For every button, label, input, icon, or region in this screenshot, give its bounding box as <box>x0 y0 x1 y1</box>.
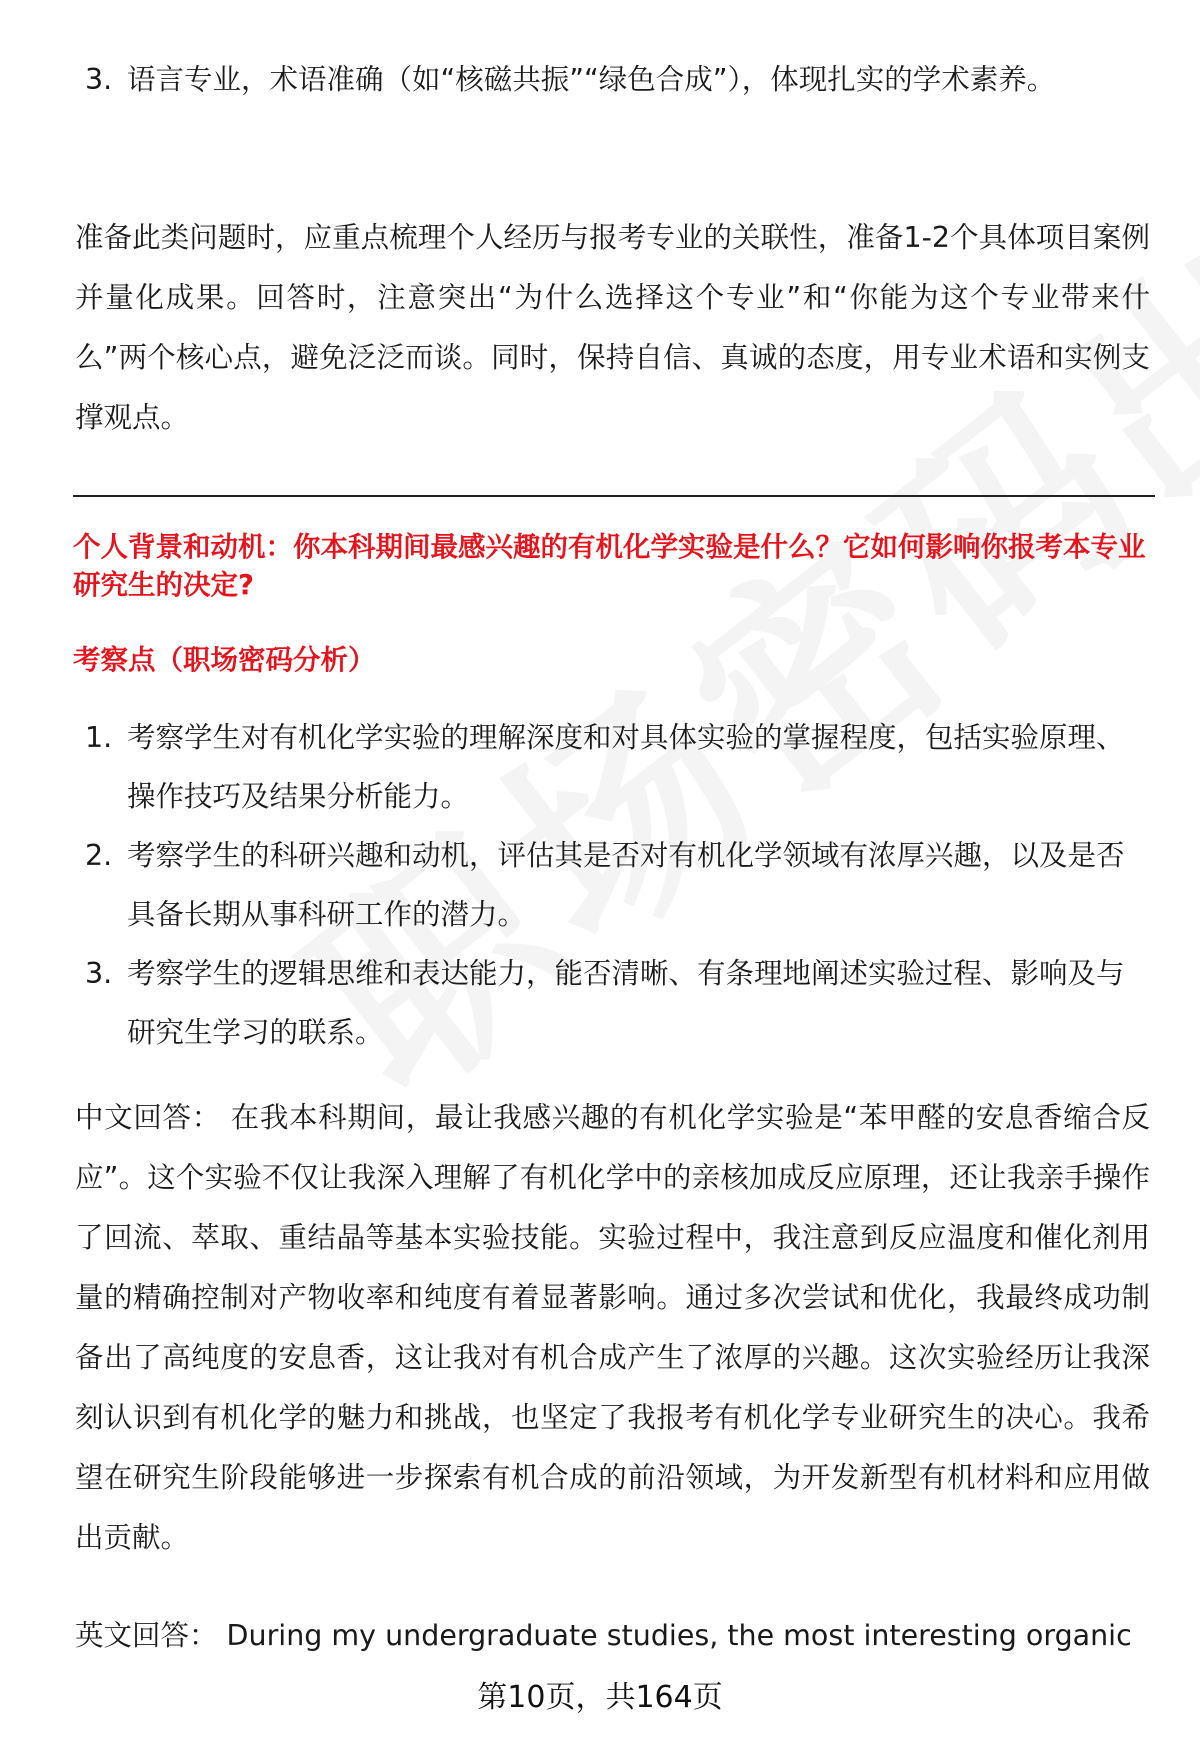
english-answer: 英文回答： During my undergraduate studies, the most interesting organic <box>75 1619 1132 1652</box>
list-item <box>75 944 1145 1062</box>
list-item <box>75 50 1145 109</box>
question-title: 个人背景和动机：你本科期间最感兴趣的有机化学实验是什么？它如何影响你报考本专业研究生的决定? <box>73 531 1146 601</box>
prep-paragraph: 准备此类问题时，应重点梳理个人经历与报考专业的关联性，准备1-2个具体项目案例并量化成果。回答时，注意突出“为什么选择这个专业”和“你能为这个专业带来什么”两个核心点，避免泛泛而谈。同时，保持自信、真诚的态度，用专业术语和实例支撑观点。 <box>75 221 1150 434</box>
top-list <box>75 50 1145 109</box>
assessment-subheading: 考察点（职场密码分析） <box>73 644 376 676</box>
section-divider <box>73 495 1155 497</box>
list-item-number: 3. <box>85 957 113 990</box>
list-item-text: 考察学生的逻辑思维和表达能力，能否清晰、有条理地阐述实验过程、影响及与研究生学习的联系。 <box>127 957 1125 1049</box>
page-footer: 第10页，共164页 <box>477 1680 723 1715</box>
list-item-text: 语言专业，术语准确（如“核磁共振”“绿色合成”），体现扎实的学术素养。 <box>127 63 1056 96</box>
list-item-number: 3. <box>85 63 113 96</box>
list-item-number: 1. <box>85 721 113 754</box>
assessment-points <box>75 708 1145 1062</box>
list-item-text: 考察学生的科研兴趣和动机，评估其是否对有机化学领域有浓厚兴趣，以及是否具备长期从事科研工作的潜力。 <box>127 839 1125 931</box>
list-item-number: 2. <box>85 839 113 872</box>
chinese-answer: 中文回答： 在我本科期间，最让我感兴趣的有机化学实验是“苯甲醛的安息香缩合反应”。这个实验不仅让我深入理解了有机化学中的亲核加成反应原理，还让我亲手操作了回流、萃取、重结晶等基本实验技能。实验过程中，我注意到反应温度和催化剂用量的精确控制对产物收率和纯度有着显著影响。通过多次尝试和优化，我最终成功制备出了高纯度的安息香，这让我对有机合成产生了浓厚的兴趣。这次实验经历让我深刻认识到有机化学的魅力和挑战，也坚定了我报考有机化学专业研究生的决心。我希望在研究生阶段能够进一步探索有机合成的前沿领域，为开发新型有机材料和应用做出贡献。 <box>75 1101 1150 1554</box>
list-item-text: 考察学生对有机化学实验的理解深度和对具体实验的掌握程度，包括实验原理、操作技巧及结果分析能力。 <box>127 721 1125 813</box>
list-item <box>75 708 1145 826</box>
list-item <box>75 826 1145 944</box>
